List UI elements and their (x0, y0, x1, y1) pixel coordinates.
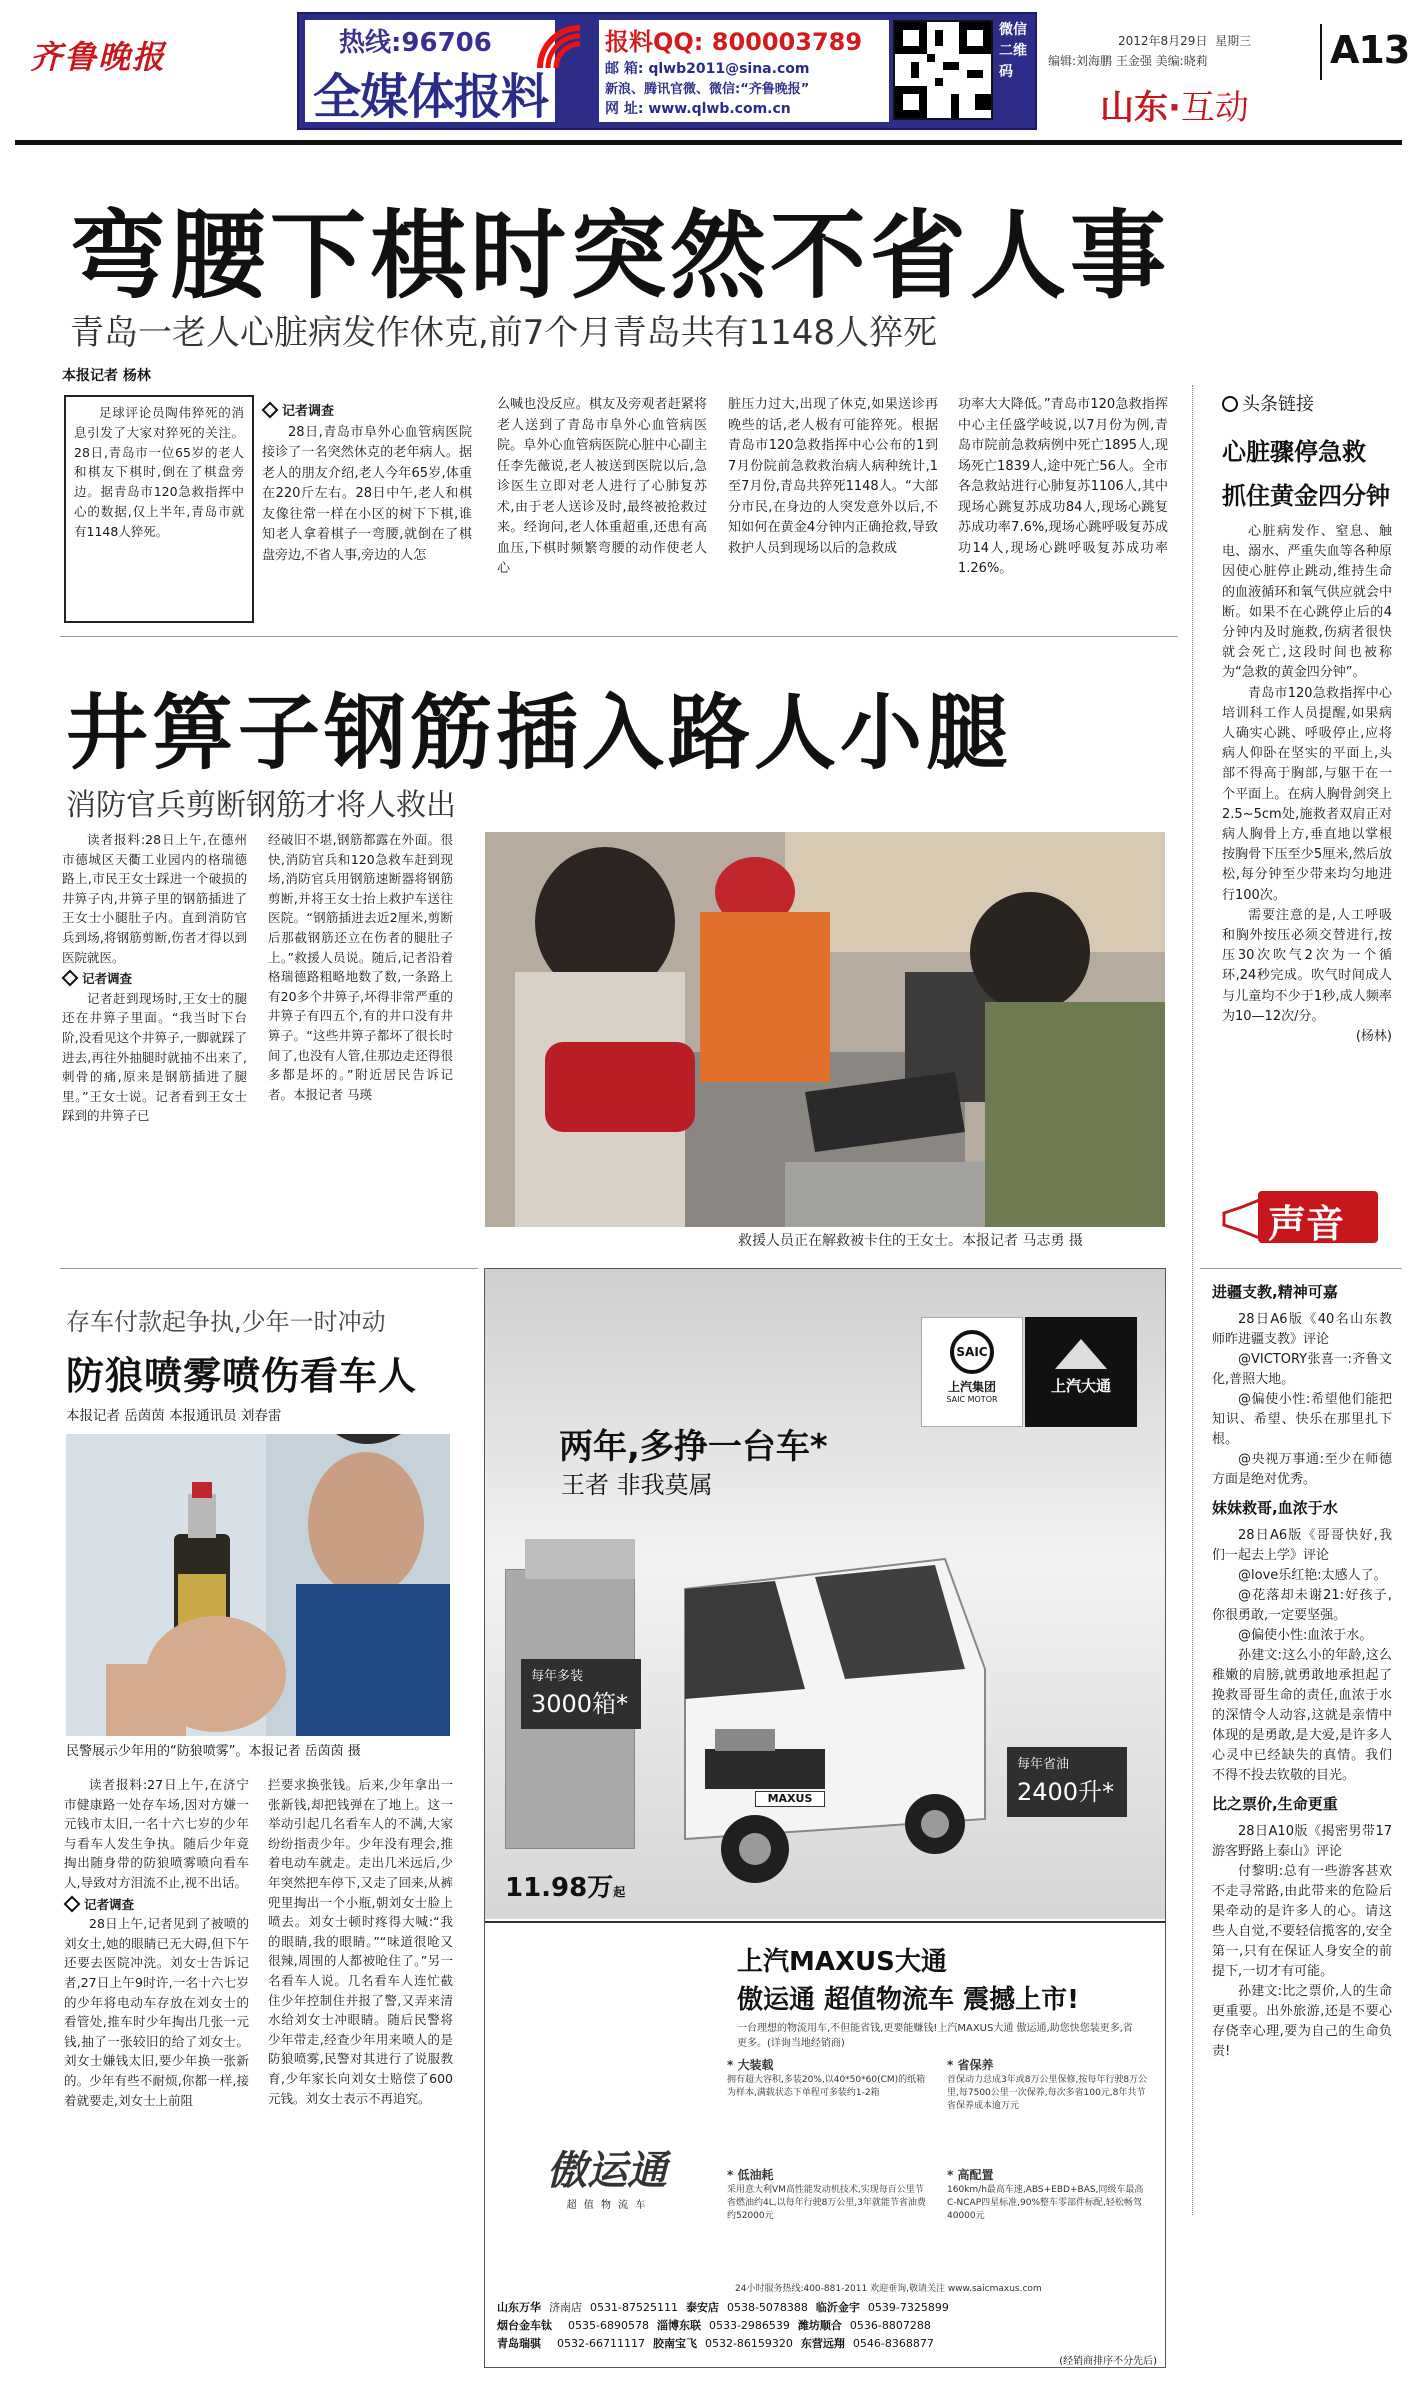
story2-caption: 救援人员正在解救被卡住的王女士。本报记者 马志勇 摄 (738, 1233, 1083, 1249)
story1-col3: 么喊也没反应。棋友及旁观者赶紧将老人送到了青岛市阜外心血管病医院。阜外心血管病医院心脏中心副主任李先薇说,老人被送到医院以后,急诊医生立即对老人进行了心肺复苏术,由于老人送诊及时,最终被抢救过来。经询问,老人体重超重,还患有高血压,下棋时频繁弯腰的动作使老人心 (497, 397, 707, 576)
voice-banner-text: 声音 (1268, 1202, 1345, 1246)
van-image (645, 1519, 1015, 1889)
story2-subhead: 消防官兵剪断钢筋才将人救出 (66, 788, 456, 823)
dealer-cell: 0533-2986539 (708, 2319, 790, 2332)
dealer-row (497, 2335, 1157, 2353)
dealer-row (497, 2317, 1157, 2335)
hotline-mail: 邮 箱: qlwb2011@sina.com (605, 61, 810, 77)
diamond-icon (262, 402, 279, 419)
dealer-cell: 0532-86159320 (704, 2337, 793, 2350)
story3-kicker: 存车付款起争执,少年一时冲动 (66, 1308, 386, 1336)
story1-headline: 弯腰下棋时突然不省人事 (70, 200, 1170, 312)
hotline-number: 热线:96706 (339, 28, 492, 58)
dealer-cell: 0536-8807288 (849, 2319, 931, 2332)
paper-name: 齐鲁晚报 (30, 38, 167, 76)
ad-hotline: 24小时服务热线:400-881-2011 欢迎垂询,敬请关注 www.saicmaxus.com (735, 2284, 1042, 2294)
diamond-icon (62, 970, 79, 987)
dealer-row (497, 2299, 1157, 2317)
voice-column: 进疆支教,精神可嘉 28日A6版《40名山东教师昨进疆支教》评论 @VICTORY张喜一:齐鲁文化,普照大地。 @偏使小性:希望他们能把知识、希望、快乐在那里扎下根。 @央视万事通:至少在师德方面是绝对优秀。 妹妹救哥,血浓于水 28日A6版《哥哥快好,我们一起去上学》评论 @love乐红艳:太感人了。 @花落却未谢21:好孩子,你很勇敢,一定要坚强。 @偏使小性:血浓于水。 孙建文:这么小的年龄,这么稚嫩的肩膀,就勇敢地承担起了挽救哥哥生命的责任,血浓于水的深情令人动容,这就是亲情中体现的是勇敢,是大爱,是许多人心灵中已经缺失的真情。我们不得不投去钦敬的目光。 比之票价,生命更重 28日A10版《揭密男带17游客野路上泰山》评论 付黎明:总有一些游客甚欢不走寻常路,由此带来的危险后果牵动的是许多人的心。请这些人自觉,不要轻信揽客的,安全第一,只有在保证人身安全的前提下,一切才有可能。 孙建文:比之票价,人的生命更重要。出外旅游,还是不要心存侥幸心理,要为自己的生命负责! (1212, 1283, 1392, 2059)
page-number: A13 (1330, 28, 1410, 72)
dealer-cell: 东营远翔 (800, 2337, 845, 2350)
sidebar-title2: 抓住黄金四分钟 (1222, 482, 1390, 510)
dealer-cell: 0535-6890578 (568, 2319, 649, 2332)
sidebar1-body: 心脏病发作、窒息、触电、溺水、严重失血等各种原因使心脏停止跳动,维持生命的血液循环和氧气供应就会中断。如果不在心跳停止后的4分钟内及时施救,伤病者很快就会死亡,这段时间也被称为“急救的黄金四分钟”。 青岛市120急救指挥中心培训科工作人员提醒,如果病人确实心跳、呼吸停止,应将病人仰卧在坚实的平面上,头部不得高于胸部,与躯干在一个平面上。在病人胸骨剑突上2.5~5cm处,施救者双肩正对病人胸骨上方,垂直地以掌根按胸骨下压至少5厘米,然后放松,每分钟至少带来均匀地进行100次。 需要注意的是,人工呼吸和胸外按压必须交替进行,按压30次吹气2次为一个循环,24秒完成。吹气时间成人与儿童均不少于1秒,成人频率为10—12次/分。 (杨林) (1222, 524, 1392, 1045)
hotline-banner (297, 12, 1037, 130)
story3-byline: 本报记者 岳茵茵 本报通讯员 刘春雷 (66, 1408, 282, 1424)
story1-byline: 本报记者 杨林 (62, 368, 151, 384)
sidebar-title1: 心脏骤停急救 (1222, 438, 1366, 466)
story3-headline: 防狼喷雾喷伤看车人 (66, 1354, 418, 1398)
dealer-cell: 临沂金宇 (815, 2301, 860, 2314)
rescue-photo (485, 832, 1165, 1227)
saic-logo: SAIC 上汽集团 SAIC MOTOR (921, 1317, 1023, 1427)
dealer-cell: 胶南宝飞 (652, 2337, 697, 2350)
sidebar-kicker: 头条链接 (1222, 390, 1314, 416)
story1-col5: 功率大大降低。”青岛市120急救指挥中心主任盛学岐说,以7月份为例,青岛市院前急救病例中死亡1895人,现场死亡1839人,途中死亡56人。全市各急救站进行心肺复苏1106人,其中现场心跳复苏成功84人,现场心跳复苏成功率7.6%,现场心跳呼吸复苏成功14人,现场心跳呼吸复苏成功率1.26%。 (958, 397, 1168, 576)
dealer-cell: 山东万华 (497, 2301, 541, 2314)
story3-col2: 拦要求换张钱。后来,少年拿出一张新钱,却把钱弹在了地上。这一举动引起几名看车人的不满,大家纷纷指责少年。少年没有理会,推着电动车就走。走出几米远后,少年突然把车停下,又走了回来,从裤兜里掏出一个小瓶,朝刘女士脸上喷去。刘女士顿时疼得大喊:“我的眼睛,我的眼睛。”“味道很呛又很辣,周围的人都被呛住了。”另一名看车人说。几名看车人连忙截住少年控制住并报了警,又弄来清水给刘女士冲眼睛。随后民警将少年带走,经查少年用来喷人的是防狼喷雾,民警对其进行了说服教育,少年家长向刘女士赔偿了600元钱。刘女士表示不再追究。 (268, 1777, 453, 2106)
voice-banner (1212, 1185, 1397, 1253)
dealer-cell: 淄博东联 (656, 2319, 701, 2332)
clock-icon (1222, 396, 1238, 412)
ad-slogan: 两年,多挣一台车* (559, 1427, 828, 1467)
section-marker: 记者调查 (262, 402, 472, 423)
ad-price: 11.98万起 (505, 1873, 626, 1903)
maxus-logo: 上汽大通 (1025, 1317, 1137, 1427)
diamond-icon (64, 1895, 81, 1912)
story1-col2: 记者调查 28日,青岛市阜外心血管病医院接诊了一名突然休克的老年病人。据老人的朋友介绍,老人今年65岁,体重在220斤左右。28日中午,老人和棋友像往常一样在小区的树下下棋,谁知老人拿着棋子一弯腰,就倒在了棋盘旁边,不省人事,旁边的人怎 (262, 400, 472, 566)
story2-headline: 井箅子钢筋插入路人小腿 (66, 686, 1013, 781)
dealer-cell: 0546-8368877 (852, 2337, 934, 2350)
dealer-cell: 0532-66711117 (557, 2337, 645, 2350)
hotline-qq: 报料QQ: 800003789 (605, 28, 863, 56)
story3-caption: 民警展示少年用的“防狼喷雾”。本报记者 岳茵茵 摄 (66, 1744, 361, 1759)
dealer-cell: 青岛瑞骐 (497, 2337, 541, 2350)
story2-col2: 经破旧不堪,钢筋都露在外面。很快,消防官兵和120急救车赶到现场,消防官兵用钢筋速断器将钢筋剪断,并将王女士抬上救护车送往医院。“钢筋插进去近2厘米,剪断后那截钢筋还立在伤者的腿肚子上。”救援人员说。随后,记者沿着格瑞德路粗略地数了数,一条路上有20多个井箅子,坏得非常严重的井箅子有四五个,有的井口没有井箅子。“这些井箅子都坏了很长时间了,也没有人管,住那边走还得很多都是坏的。”附近居民告诉记者。本报记者 马瑛 (268, 832, 453, 1102)
issue-date: 2012年8月29日 星期三 (1118, 34, 1252, 48)
qr-caption: 微信二维码 (999, 22, 1027, 80)
hotline-web: 网 址: www.qlwb.com.cn (605, 101, 791, 117)
dealer-cell: 泰安店 (685, 2301, 719, 2314)
signal-icon (534, 22, 586, 74)
ad-intro: 一台理想的物流用车,不但能省钱,更要能赚钱!上汽MAXUS大通 傲运通,助您快您装更多,省更多。(详询当地经销商) (737, 2023, 1133, 2049)
story2-col1: 读者报料:28日上午,在德州市德城区天衢工业园内的格瑞德路上,市民王女士踩进一个破损的井箅子内,井箅子里的钢筋插进了王女士小腿肚子内。直到消防官兵到场,将钢筋剪断,伤者才得以到医院就医。 记者调查 记者赶到现场时,王女士的腿还在井箅子里面。“我当时下台阶,没看见这个井箅子,一脚就踩了进去,再往外抽腿时就抽不出来了,刺骨的痛,原来是钢筋插进了腿里。”王女士说。记者看到王女士踩到的井箅子已 (62, 832, 247, 1124)
dealer-cell: 烟台金车钛 (497, 2319, 552, 2332)
dealer-table (497, 2299, 1157, 2368)
story1-col4: 脏压力过大,出现了休克,如果送诊再晚些的话,老人极有可能猝死。根据青岛市120急救指挥中心公布的1到7月份院前急救救治病人病种统计,1至7月份,青岛共猝死1148人。“大部分市民,在身边的人突发意外以后,不知如何在黄金4分钟内正确抢救,导致救护人员到现场以后的急救成 (728, 397, 938, 556)
ad-title: 上汽MAXUS大通 (737, 1947, 947, 1977)
ad-title2: 傲运通 超值物流车 震撼上市! (737, 1985, 1079, 2015)
aoyuntong-logo: 傲运通 超 值 物 流 车 (547, 2148, 667, 2211)
dealer-note: (经销商排序不分先后) (1059, 2356, 1157, 2367)
dealer-cell: 0538-5078388 (726, 2301, 808, 2314)
dealer-cell: 潍坊顺合 (797, 2319, 842, 2332)
ad-slogan2: 王者 非我莫属 (561, 1471, 713, 1499)
car-ad: SAIC 上汽集团 SAIC MOTOR 上汽大通 两年,多挣一台车* 王者 非我莫属 每年多装 3000箱* MAXUS 每年省油 2400升* 11.98万起 上汽MAXUS大通 傲运通 超值物流车 震撼上市! 一台理想的物流用车,不但能省钱,更要能赚钱!上汽MAXUS大通 傲运通,助您快您装更多,省更多。(详询当地经销商) 傲运通 超 值 物 流 车 * 大装载 拥有超大容积,多装20%,以40*50*60(CM)的纸箱为样本,满载状态下单程可多装约1-2箱 * 省保养 首保动力总成3年或8万公里保修,按每年行驶8万公里,每7500公里一次保养,每次多省100元,8年共节省保养成本逾万元 * 低油耗 采用意大利VM高性能发动机技术,实现每百公里节省燃油约4L,以每年行驶8万公里,3年就能节省油费约52000元 * 高配置 160km/h最高车速,ABS+EBD+BAS,同级车最高C-NCAP四星标准,90%整车零部件标配,轻松畅驾40000元 24小时服务热线:400-881-2011 欢迎垂询,敬请关注 www.saicmaxus.com 山东万华 济南店 0531-87525111 泰安店 0538-5078388 临沂金宇 0539-7325899 烟台金车钛 0535-6890578 淄博东联 0533-2986539 潍坊顺合 0536-8807288 青岛瑞骐 0532-66711117 胶南宝飞 0532-86159320 东营远翔 0546-8368877 (经销商排序不分先后) (484, 1268, 1166, 2368)
dealer-cell: 0539-7325899 (867, 2301, 949, 2314)
section-name: 山东·互动 (1100, 88, 1249, 128)
hotline-big-title: 全媒体报料 (313, 69, 549, 125)
hotline-weibo: 新浪、腾讯官微、微信:“齐鲁晚报” (605, 82, 810, 97)
spray-photo (66, 1434, 450, 1736)
badge-fuel: 每年省油 2400升* (1007, 1747, 1127, 1817)
badge-cargo: 每年多装 3000箱* (521, 1659, 641, 1729)
story1-lead-box: 足球评论员陶伟猝死的消息引发了大家对猝死的关注。28日,青岛市一位65岁的老人和棋友下棋时,倒在了棋盘旁边。据青岛市120急救指挥中心的数据,仅上半年,青岛市就有1148人猝死。 (64, 395, 254, 623)
story3-col1: 读者报料:27日上午,在济宁市健康路一处存车场,因对方嫌一元钱市太旧,一名十六七岁的少年与看车人发生争执。随后少年竟掏出随身带的防狼喷雾喷向看车人,导致对方泪流不止,视不出话。 记者调查 28日上午,记者见到了被喷的刘女士,她的眼睛已无大碍,但下午还要去医院冲洗。刘女士告诉记者,27日上午9时许,一名十六七岁的少年将电动车存放在刘女士的看管处,推车时少年掏出几张一元钱,抽了一张较旧的给了刘女士。刘女士嫌钱太旧,要少年换一张新的。少年有些不耐烦,你都一样,接着就要走,刘女士上前阻 (64, 1777, 249, 2108)
qr-code-icon (893, 20, 993, 120)
van-plate: MAXUS (755, 1791, 825, 1807)
editors-credit: 编辑:刘海鹏 王金强 美编:晓莉 (1048, 54, 1208, 68)
story1-subhead: 青岛一老人心脏病发作休克,前7个月青岛共有1148人猝死 (70, 313, 937, 353)
dealer-cell: 济南店 (549, 2301, 582, 2314)
dealer-cell: 0531-87525111 (590, 2301, 678, 2314)
